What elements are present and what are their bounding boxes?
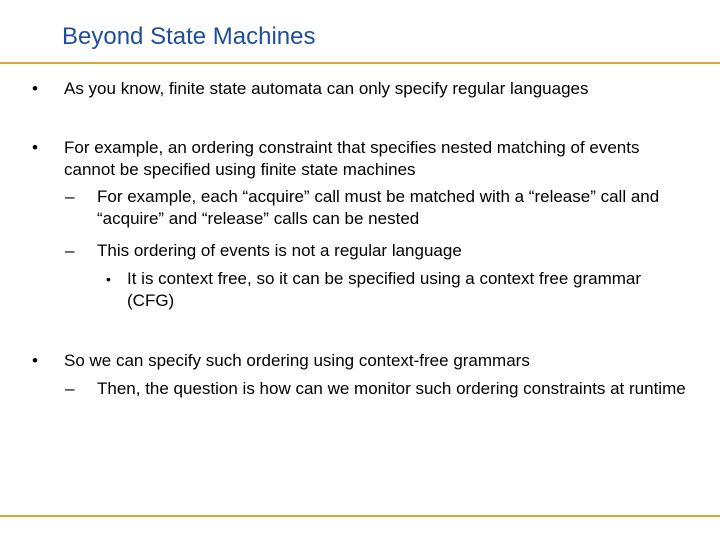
sub-bullet-text: Then, the question is how can we monitor such ordering constraints at runtime (97, 379, 686, 398)
sub-sub-bullet-item (106, 268, 686, 312)
bullet-item (32, 78, 692, 100)
dash-marker: – (65, 187, 75, 206)
dash-marker: – (65, 379, 75, 398)
bullet-text: As you know, finite state automata can only specify regular languages (64, 79, 589, 98)
bullet-text: So we can specify such ordering using context-free grammars (64, 351, 530, 370)
sub-bullet-item (65, 378, 695, 400)
sub-bullet-item (65, 186, 695, 230)
bullet-text: For example, an ordering constraint that specifies nested matching of events cannot be specified using finite state machines (64, 138, 640, 179)
footer-divider (0, 515, 720, 517)
bullet-marker: • (32, 79, 38, 98)
sub-bullet-text: This ordering of events is not a regular language (97, 241, 462, 260)
sub-bullet-item (65, 240, 695, 262)
title-divider (0, 62, 720, 64)
bullet-marker: • (32, 351, 38, 370)
dash-marker: – (65, 241, 75, 260)
bullet-marker: • (106, 271, 111, 287)
bullet-item (32, 137, 692, 181)
bullet-item (32, 350, 692, 372)
bullet-marker: • (32, 138, 38, 157)
sub-bullet-text: For example, each “acquire” call must be matched with a “release” call and “acquire” and “release” calls can be nested (97, 187, 660, 228)
sub-sub-bullet-text: It is context free, so it can be specified using a context free grammar (CFG) (127, 269, 642, 310)
slide-title: Beyond State Machines (62, 23, 316, 50)
